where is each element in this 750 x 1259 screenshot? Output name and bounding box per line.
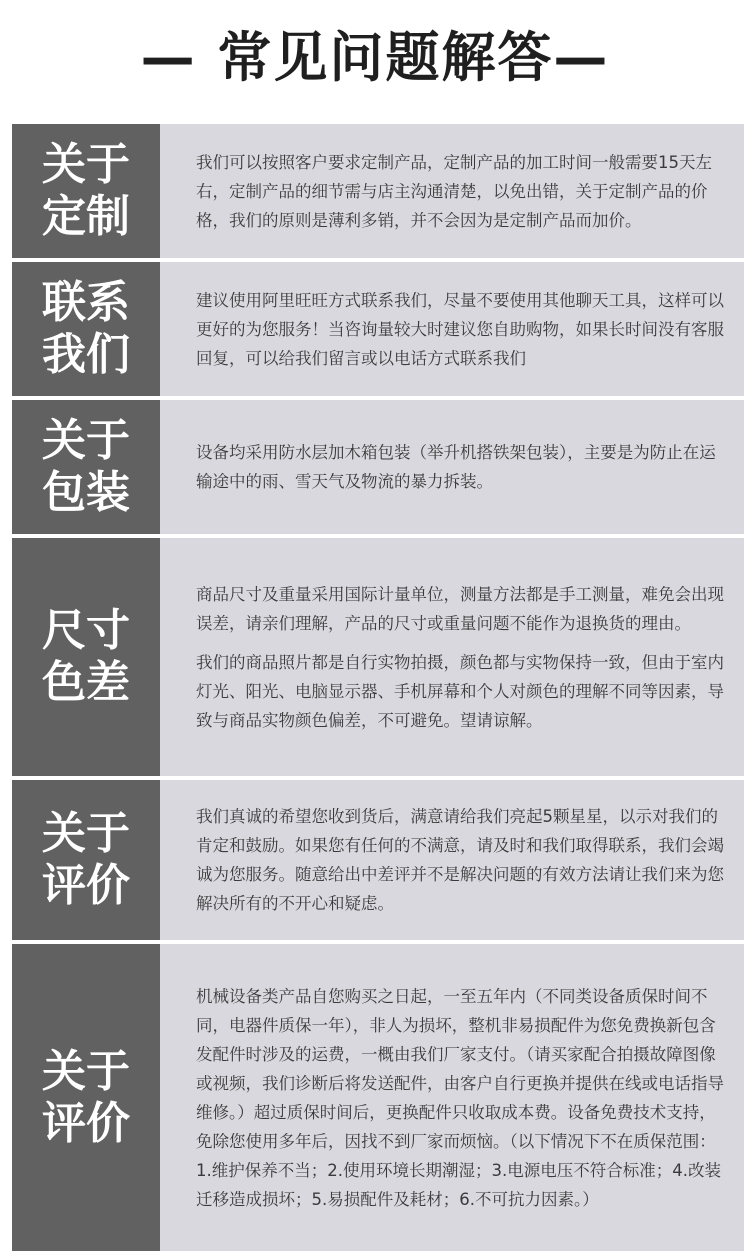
page-title: — 常见问题解答—	[140, 26, 610, 89]
section-paragraph: 建议使用阿里旺旺方式联系我们，尽量不要使用其他聊天工具，这样可以更好的为您服务！当咨询量较大时建议您自助购物，如果长时间没有客服回复，可以给我们留言或以电话方式联系我们	[196, 290, 724, 368]
faq-section-contact	[12, 262, 744, 396]
section-content	[196, 124, 726, 258]
section-label-panel	[12, 124, 160, 258]
section-label: 关于 评价	[42, 1045, 130, 1149]
section-content	[196, 538, 726, 776]
section-label-panel	[12, 538, 160, 776]
section-label: 尺寸 色差	[42, 605, 130, 708]
section-paragraph: 我们的商品照片都是自行实物拍摄，颜色都与实物保持一致，但由于室内灯光、阳光、电脑显示器、手机屏幕和个人对颜色的理解不同等因素，导致与商品实物颜色偏差，不可避免。望请谅解。	[196, 652, 724, 730]
faq-section-customization	[12, 124, 744, 258]
section-label: 关于 包装	[42, 415, 130, 518]
section-content	[196, 400, 726, 534]
faq-section-size-color	[12, 538, 744, 776]
section-paragraph: 设备均采用防水层加木箱包装（举升机搭铁架包装），主要是为防止在运输途中的雨、雪天气及物流的暴力拆装。	[196, 443, 716, 491]
section-paragraph: 我们可以按照客户要求定制产品，定制产品的加工时间一般需要15天左右，定制产品的细节需与店主沟通清楚，以免出错，关于定制产品的价格，我们的原则是薄利多销，并不会因为是定制产品而加价。	[196, 152, 712, 230]
section-paragraph: 机械设备类产品自您购买之日起，一至五年内（不同类设备质保时间不同，电器件质保一年），非人为损坏，整机非易损配件为您免费换新包含发配件时涉及的运费，一概由我们厂家支付。（请买家配合拍摄故障图像或视频，我们诊断后将发送配件，由客户自行更换并提供在线或电话指导维修。）超过质保时间后，更换配件只收取成本费。设备免费技术支持，免除您使用多年后，因找不到厂家而烦恼。（以下情况下不在质保范围：1.维护保养不当；2.使用环境长期潮湿；3.电源电压不符合标准；4.改装迁移造成损坏；5.易损配件及耗材；6.不可抗力因素。）	[196, 986, 724, 1209]
section-label-panel	[12, 944, 160, 1251]
section-label: 关于 定制	[42, 139, 130, 242]
section-label-panel	[12, 780, 160, 940]
section-label-panel	[12, 400, 160, 534]
section-label: 联系 我们	[42, 277, 130, 380]
faq-section-packaging	[12, 400, 744, 534]
section-content	[196, 262, 726, 396]
section-content	[196, 780, 726, 940]
section-paragraph: 商品尺寸及重量采用国际计量单位，测量方法都是手工测量，难免会出现误差，请亲们理解，产品的尺寸或重量问题不能作为退换货的理由。	[196, 584, 724, 633]
section-paragraph: 我们真诚的希望您收到货后，满意请给我们亮起5颗星星，以示对我们的肯定和鼓励。如果您有任何的不满意，请及时和我们取得联系，我们会竭诚为您服务。随意给出中差评并不是解决问题的有效方法请让我们来为您解决所有的不开心和疑虑。	[196, 807, 724, 913]
section-content	[196, 944, 726, 1251]
faq-section-warranty	[12, 944, 744, 1251]
faq-section-reviews	[12, 780, 744, 940]
section-label-panel	[12, 262, 160, 396]
section-label: 关于 评价	[42, 808, 130, 911]
